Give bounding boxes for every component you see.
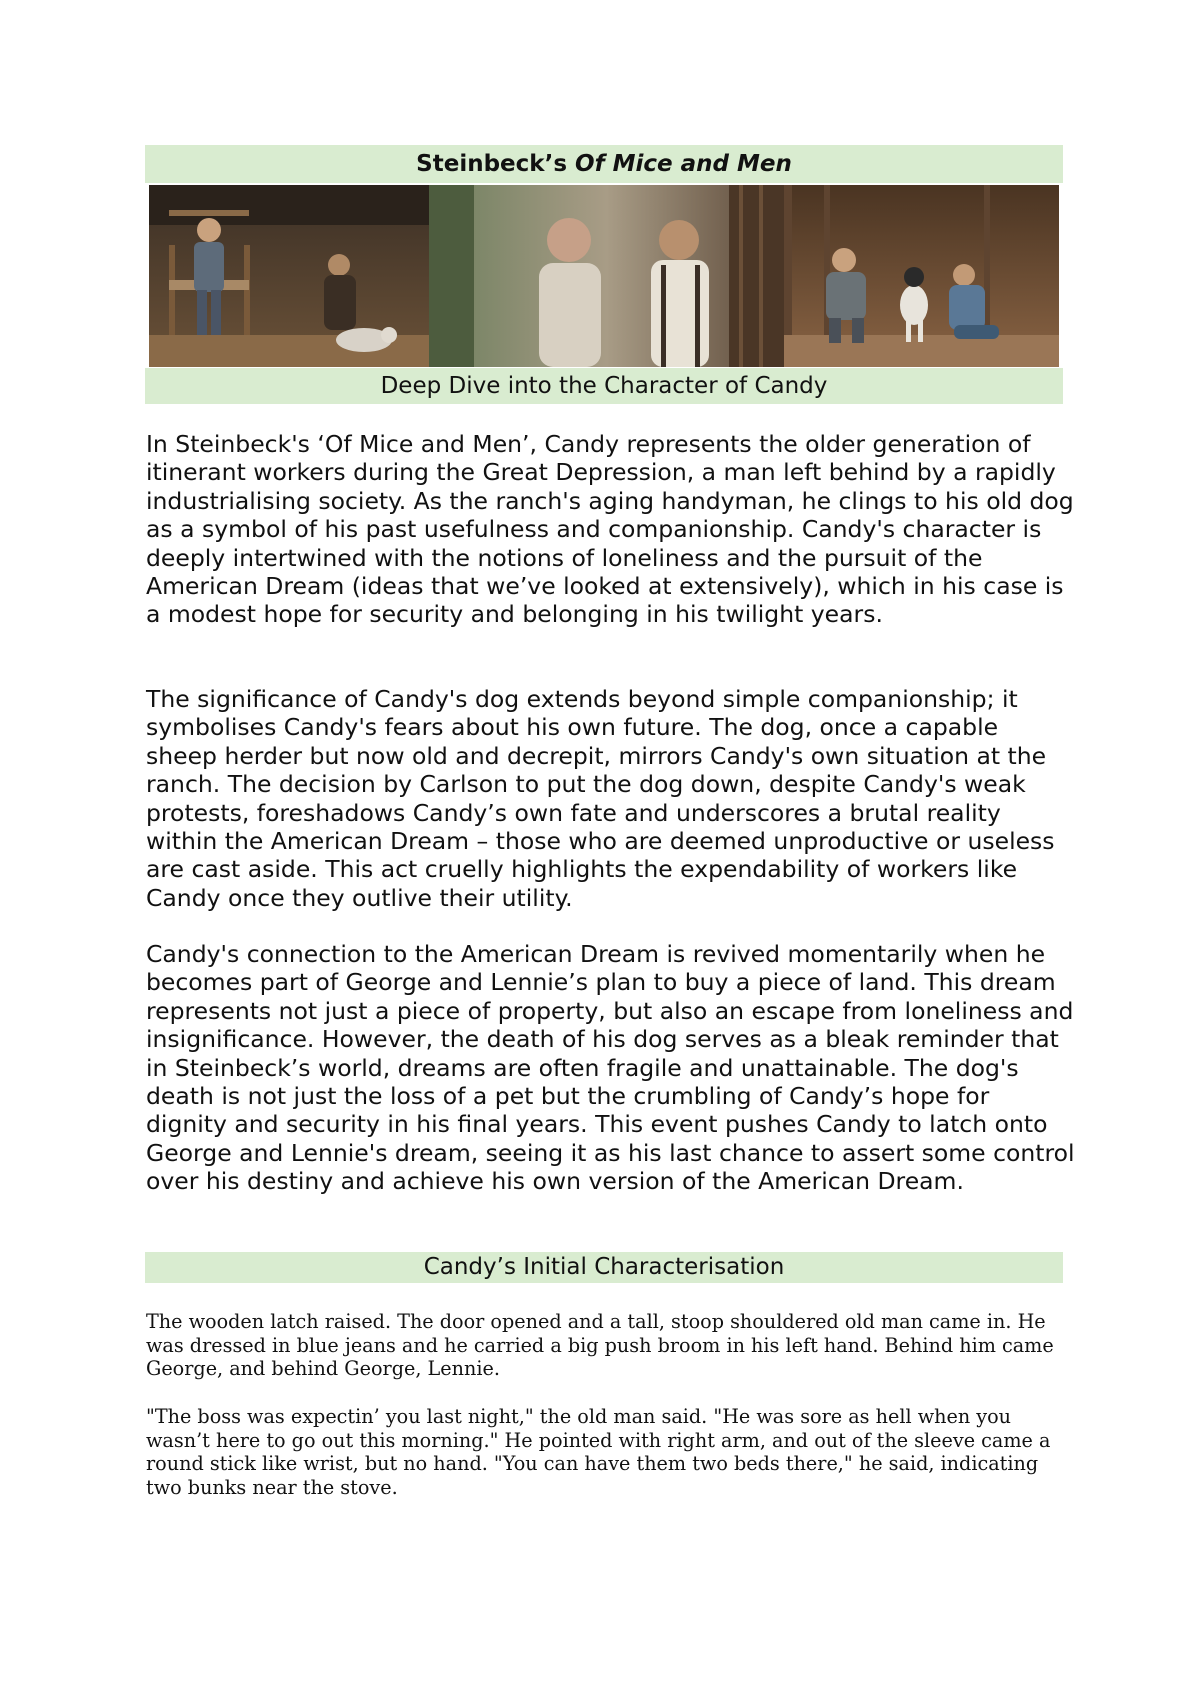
document-title bbox=[145, 145, 1063, 183]
essay-paragraph: The significance of Candy's dog extends beyond simple companionship; it symbolises Candy's fears about his own future. The dog, once a capable sheep herder but now old and decrepit, mirrors Candy's own situation at the ranch. The decision by Carlson to put the dog down, despite Candy's weak protests, foreshadows Candy’s own fate and underscores a brutal reality within the American Dream – those who are deemed unproductive or useless are cast aside. This act cruelly highlights the expendability of workers like Candy once they outlive their utility. bbox=[146, 685, 1055, 912]
photo-stage-kneeling-with-dog bbox=[784, 185, 1059, 367]
title-prefix: Steinbeck’s bbox=[416, 151, 576, 177]
section-heading-characterisation: Candy’s Initial Characterisation bbox=[145, 1252, 1063, 1283]
essay-paragraph: In Steinbeck's ‘Of Mice and Men’, Candy represents the older generation of itinerant workers during the Great Depression, a man left behind by a rapidly industrialising society. As the ranch's aging handyman, he clings to his old dog as a symbol of his past usefulness and companionship. Candy's character is deeply intertwined with the notions of loneliness and the pursuit of the American Dream (ideas that we’ve looked at extensively), which in his case is a modest hope for security and belonging in his twilight years. bbox=[146, 430, 1074, 629]
novel-excerpt: "The boss was expectin’ you last night," the old man said. "He was sore as hell when you wasn’t here to go out this morning." He pointed with right arm, and out of the sleeve came a round stick like wrist, but no hand. "You can have them two beds there," he said, indicating two bunks near the stove. bbox=[146, 1405, 1051, 1499]
title-book-name: Of Mice and Men bbox=[575, 151, 792, 177]
photo-film-candy-and-man bbox=[429, 185, 784, 367]
essay-paragraph: Candy's connection to the American Dream is revived momentarily when he becomes part of George and Lennie’s plan to buy a piece of land. This dream represents not just a piece of property, but also an escape from loneliness and insignificance. However, the death of his dog serves as a bleak reminder that in Steinbeck’s world, dreams are often fragile and unattainable. The dog's death is not just the loss of a pet but the crumbling of Candy’s hope for dignity and security in his final years. This event pushes Candy to latch onto George and Lennie's dream, seeing it as his last chance to assert some control over his destiny and achieve his own version of the American Dream. bbox=[146, 940, 1075, 1196]
photo-banner bbox=[149, 185, 1059, 367]
photo-stage-candy-seated bbox=[149, 185, 429, 367]
novel-excerpt: The wooden latch raised. The door opened and a tall, stoop shouldered old man came in. He was dressed in blue jeans and he carried a big push broom in his left hand. Behind him came George, and behind George, Lennie. bbox=[146, 1310, 1054, 1380]
section-heading-deep-dive: Deep Dive into the Character of Candy bbox=[145, 368, 1063, 404]
